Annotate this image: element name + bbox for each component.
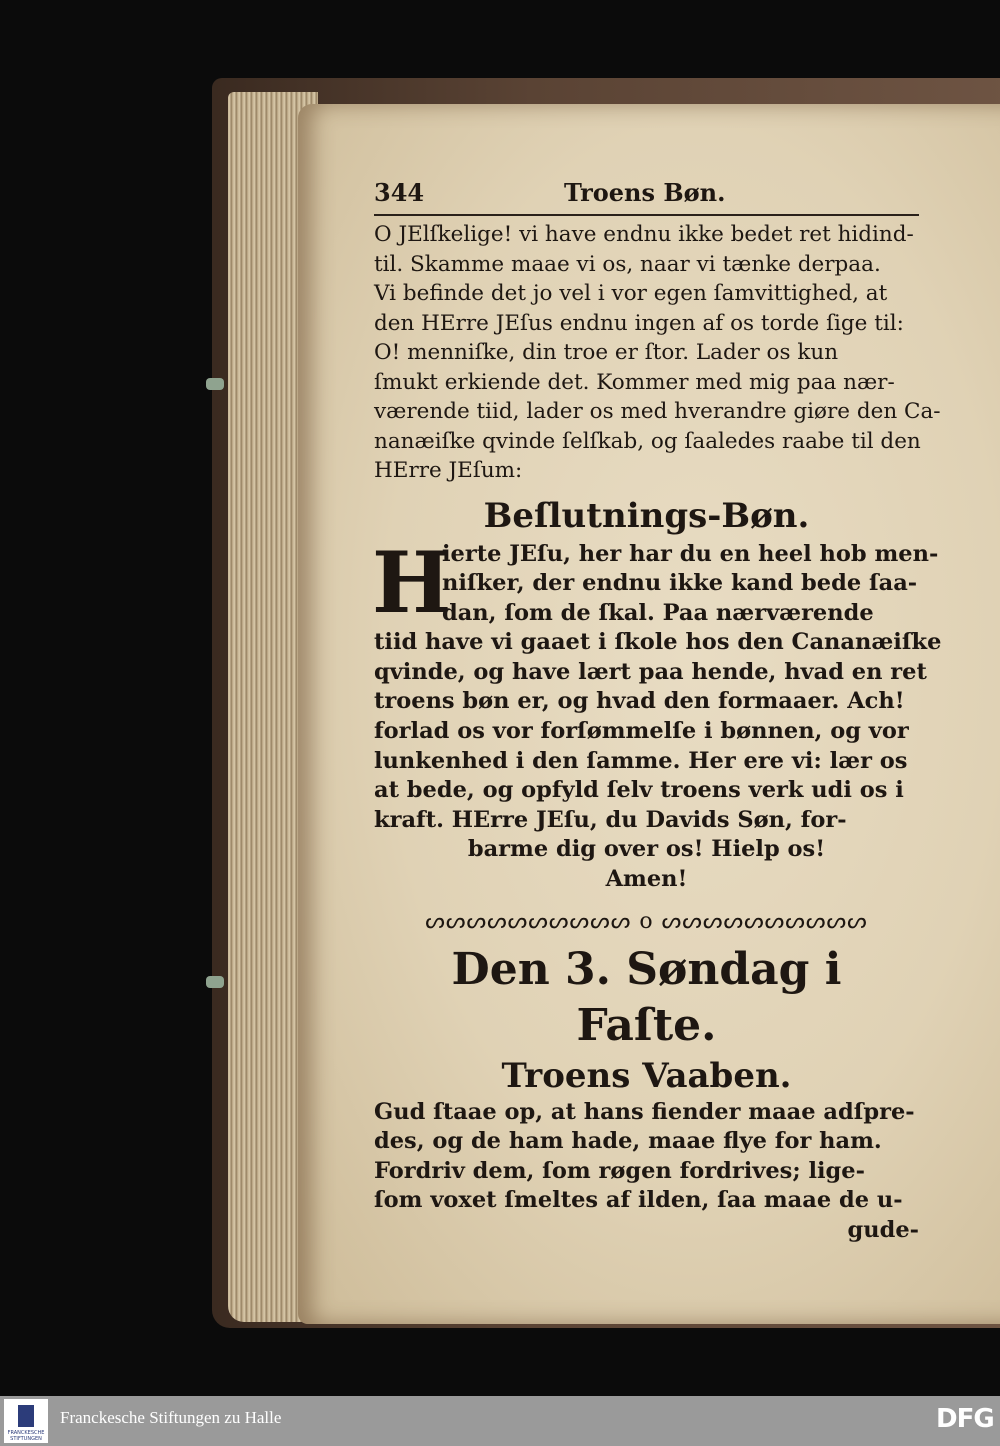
prayer-text xyxy=(372,532,942,895)
franckesche-logo[interactable] xyxy=(4,1399,48,1443)
text-line: HErre JEſum: xyxy=(374,458,523,483)
dfg-logo[interactable]: DFG xyxy=(936,1404,994,1434)
building-icon xyxy=(18,1405,34,1427)
text-line: at bede, og opfyld ſelv troens verk udi os i xyxy=(374,777,904,804)
text-line: Fordriv dem, ſom røgen fordrives; lige- xyxy=(374,1157,865,1184)
text-line: ierte JEſu, her har du en heel hob men- xyxy=(442,540,939,567)
institution-name: Franckesche Stiftungen zu Halle xyxy=(60,1408,282,1427)
text-line: des, og de ham hade, maae flye for ham. xyxy=(374,1128,882,1155)
text-line: dan, ſom de ſkal. Paa nærværende xyxy=(442,599,874,626)
text-line: værende tiid, lader os med hverandre giøre den Ca- xyxy=(374,399,941,424)
intro-paragraph xyxy=(374,220,941,486)
page-text xyxy=(372,178,942,1246)
text-line: nanæiſke qvinde ſelſkab, og ſaaledes raabe til den xyxy=(374,428,921,454)
psalm-paragraph xyxy=(374,1098,919,1246)
text-line: O JElſkelige! vi have endnu ikke bedet ret hidind- xyxy=(374,222,914,247)
prayer-paragraph xyxy=(372,532,942,895)
text-line: Gud ſtaae op, at hans fiender maae adſpre- xyxy=(374,1098,915,1125)
next-section-heading: Den 3. Søndag i Faſte. xyxy=(451,943,842,1051)
text-line: ſom voxet ſmeltes af ilden, ſaa maae de u- xyxy=(374,1187,903,1214)
text-line: barme dig over os! Hielp os! xyxy=(467,836,826,863)
text-line: kraft. HErre JEſu, du Davids Søn, for- xyxy=(374,806,847,833)
text-line: tiid have vi gaaet i ſkole hos den Cananæiſke xyxy=(374,629,942,656)
text-line: ſmukt erkiende det. Kommer med mig paa nær- xyxy=(374,369,895,395)
text-line: lunkenhed i den ſamme. Her ere vi: lær os xyxy=(374,747,908,774)
bookmark-tab xyxy=(206,378,224,390)
logo-text: FRANCKESCHE STIFTUNGEN xyxy=(7,1430,45,1442)
amen: Amen! xyxy=(605,866,688,893)
viewer-footer xyxy=(0,1396,1000,1446)
section-title: Beſlutnings-Bøn. xyxy=(483,495,810,536)
ornament-divider: ᔕᔕᔕᔕᔕᔕᔕᔕᔕᔕ o ᔕᔕᔕᔕᔕᔕᔕᔕᔕᔕ xyxy=(425,908,868,934)
text-line: Vi befinde det jo vel i vor egen ſamvittighed, at xyxy=(374,281,888,306)
bookmark-tab xyxy=(206,976,224,988)
catchword: gude- xyxy=(847,1217,919,1243)
text-line: til. Skamme maae vi os, naar vi tænke derpaa. xyxy=(374,251,881,277)
page-number: 344 xyxy=(374,178,425,207)
running-title: Troens Bøn. xyxy=(564,178,726,207)
next-section-subheading: Troens Vaaben. xyxy=(501,1055,792,1096)
page-header xyxy=(374,178,919,212)
header-rule xyxy=(374,214,919,216)
drop-cap: H xyxy=(372,532,452,632)
text-line: niſker, der endnu ikke kand bede ſaa- xyxy=(442,570,918,597)
text-line: O! menniſke, din troe er ſtor. Lader os kun xyxy=(374,340,839,365)
text-line: qvinde, og have lært paa hende, hvad en ret xyxy=(374,658,927,685)
text-line: forlad os vor forſømmelſe i bønnen, og vor xyxy=(374,718,909,745)
text-line: troens bøn er, og hvad den formaaer. Ach! xyxy=(374,688,905,715)
text-line: den HErre JEſus endnu ingen af os torde ſige til: xyxy=(374,310,904,336)
